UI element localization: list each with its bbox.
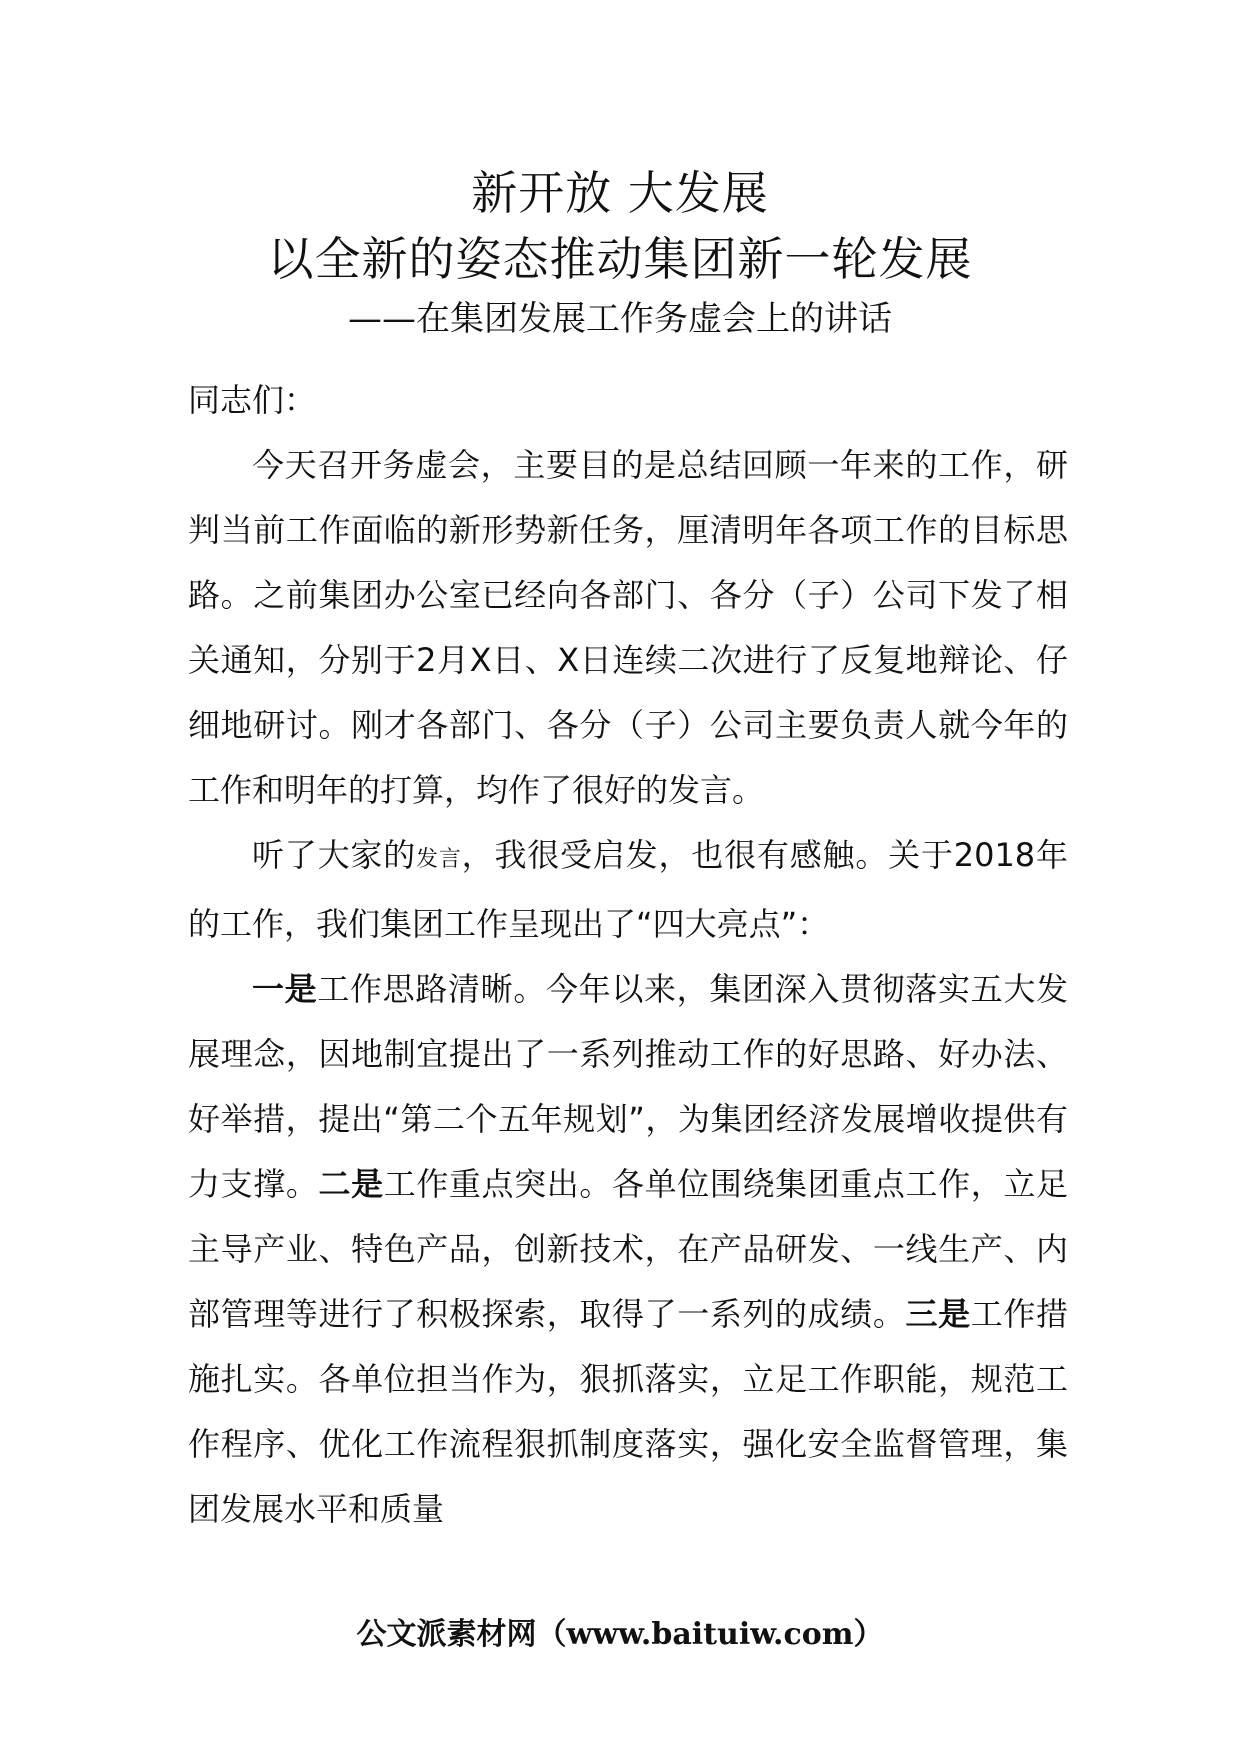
footer-watermark-text: 公文派素材网（www.baituiw.com）	[356, 1617, 884, 1652]
paragraph-2-before: 听了大家的	[252, 836, 417, 874]
highlight-text-3: 工作措施扎实。各单位担当作为，狠抓落实，立足工作职能，规范工作程序、优化工作流程狠抓制度落实，强化安全监督管理，集团发展水平和质量	[188, 1295, 1068, 1528]
paragraph-2-after: ，我很受启发，也很有感触。关于2018年的工作，我们集团工作呈现出了“四大亮点”：	[188, 836, 1068, 943]
highlight-lead-1: 一是	[252, 970, 318, 1008]
highlight-lead-2: 二是	[318, 1165, 384, 1203]
paragraph-2-small-text: 发言	[416, 847, 462, 872]
salutation: 同志们：	[188, 381, 317, 419]
document-subtitle: ——在集团发展工作务虚会上的讲话	[348, 299, 892, 339]
paragraph-1: 今天召开务虚会，主要目的是总结回顾一年来的工作，研判当前工作面临的新形势新任务，厘清明年各项工作的目标思路。之前集团办公室已经向各部门、各分（子）公司下发了相关通知，分别于2月X日、X日连续二次进行了反复地辩论、仔细地研讨。刚才各部门、各分（子）公司主要负责人就今年的工作和明年的打算，均作了很好的发言。	[188, 446, 1068, 809]
highlight-text-1: 工作思路清晰。今年以来，集团深入贯彻落实五大发展理念，因地制宜提出了一系列推动工作的好思路、好办法、好举措，提出“第二个五年规划”，为集团经济发展增收提供有力支撑。	[188, 970, 1068, 1203]
document-title-line-2: 以全新的姿态推动集团新一轮发展	[267, 232, 973, 286]
paragraph-2	[188, 823, 1068, 957]
document-title-line-1: 新开放 大发展	[471, 166, 769, 220]
highlight-lead-3: 三是	[905, 1295, 971, 1333]
paragraph-3	[188, 957, 1068, 1542]
document-body	[188, 368, 1068, 1542]
title-block	[0, 160, 1240, 344]
highlight-text-2: 工作重点突出。各单位围绕集团重点工作，立足主导产业、特色产品，创新技术，在产品研发、一线生产、内部管理等进行了积极探索，取得了一系列的成绩。	[188, 1165, 1068, 1333]
